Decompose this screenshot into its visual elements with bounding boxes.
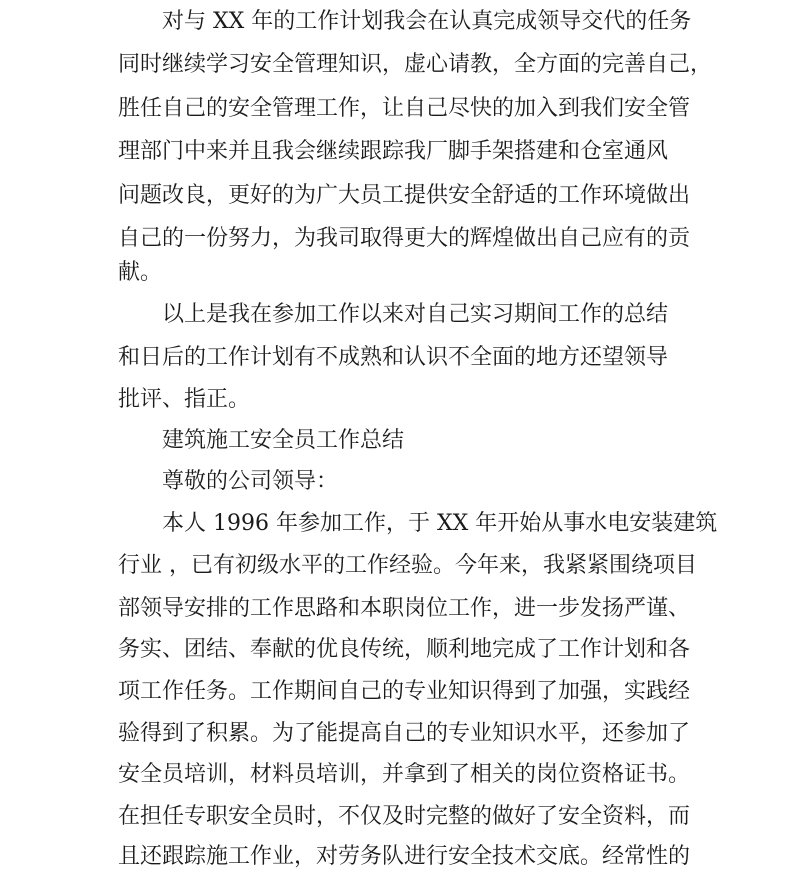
paragraph-line: 和日后的工作计划有不成熟和认识不全面的地方还望领导 — [118, 345, 669, 370]
paragraph-line: 献。 — [118, 260, 163, 285]
paragraph-line: 验得到了积累。为了能提高自己的专业知识水平，还参加了 — [118, 721, 691, 746]
salutation: 尊敬的公司领导： — [162, 469, 339, 494]
paragraph-line: 务实、团结、奉献的优良传统，顺利地完成了工作计划和各 — [118, 637, 691, 662]
section-title: 建筑施工安全员工作总结 — [162, 428, 405, 453]
paragraph-line: 胜任自己的安全管理工作，让自己尽快的加入到我们安全管 — [118, 96, 691, 121]
paragraph-line: 项工作任务。工作期间自己的专业知识得到了加强，实践经 — [118, 679, 691, 704]
paragraph-line: 同时继续学习安全管理知识，虚心请教，全方面的完善自己， — [118, 52, 713, 77]
paragraph-line: 自己的一份努力，为我司取得更大的辉煌做出自己应有的贡 — [118, 226, 691, 251]
paragraph-line: 且还跟踪施工作业，对劳务队进行安全技术交底。经常性的 — [118, 844, 691, 869]
paragraph-line: 问题改良，更好的为广大员工提供安全舒适的工作环境做出 — [118, 183, 691, 208]
paragraph-line: 安全员培训，材料员培训，并拿到了相关的岗位资格证书。 — [118, 762, 691, 787]
paragraph-line: 以上是我在参加工作以来对自己实习期间工作的总结 — [162, 302, 669, 327]
paragraph-line: 本人 1996 年参加工作，于 XX 年开始从事水电安装建筑 — [162, 511, 718, 536]
paragraph-line: 对与 XX 年的工作计划我会在认真完成领导交代的任务 — [162, 9, 692, 34]
paragraph-line: 部领导安排的工作思路和本职岗位工作，进一步发扬严谨、 — [118, 596, 691, 621]
paragraph-line: 批评、指正。 — [118, 387, 251, 412]
paragraph-line: 行业 ，已有初级水平的工作经验。今年来，我紧紧围绕项目 — [118, 553, 697, 578]
paragraph-line: 在担任专职安全员时，不仅及时完整的做好了安全资料，而 — [118, 804, 691, 829]
paragraph-line: 理部门中来并且我会继续跟踪我厂脚手架搭建和仓室通风 — [118, 139, 669, 164]
